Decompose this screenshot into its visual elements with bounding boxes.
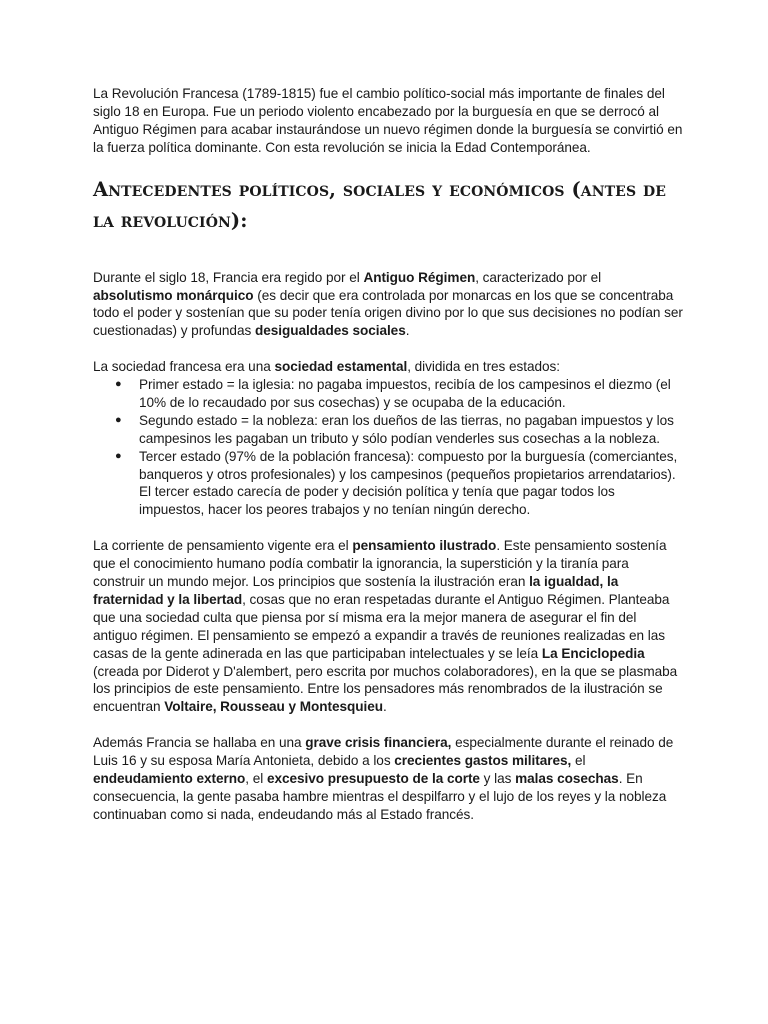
bold-run: pensamiento ilustrado bbox=[352, 538, 497, 554]
paragraph-ilustracion bbox=[93, 537, 683, 716]
text-run: , el bbox=[245, 770, 267, 786]
list-item bbox=[93, 376, 683, 412]
bold-run: Voltaire, Rousseau y Montesquieu bbox=[164, 699, 383, 715]
text-run: especialmente durante el reinado de Luis 16 y su esposa María Antonieta, debido a los bbox=[93, 735, 674, 769]
text-run: , caracterizado por el bbox=[475, 269, 602, 285]
text-run: y las bbox=[479, 770, 516, 786]
bullet-icon: ● bbox=[115, 413, 122, 426]
list-item-text: Primer estado = la iglesia: no pagaba impuestos, recibía de los campesinos el diezmo (el 10% de lo recaudado por sus cosechas) y se ocupaba de la educación. bbox=[139, 377, 671, 410]
estados-list bbox=[93, 376, 683, 519]
text-run: , dividida en tres estados: bbox=[407, 359, 561, 375]
bold-run: Antiguo Régimen bbox=[363, 269, 476, 285]
bold-run: crecientes gastos militares, bbox=[394, 753, 572, 769]
text-run: , cosas que no eran respetadas durante el Antiguo Régimen. Planteaba que una sociedad culta que piensa por sí misma era la mejor manera de asegurar el fin del antiguo régimen. El pensamiento se empezó a expandir a través de reuniones realizadas en las casas de la gente adinerada en las que participaban intelectuales y se leía bbox=[93, 591, 670, 661]
list-item bbox=[93, 412, 683, 448]
paragraph-crisis bbox=[93, 734, 683, 824]
bold-run: sociedad estamental bbox=[274, 359, 408, 375]
text-run: (creada por Diderot y D'alembert, pero escrita por muchos colaboradores), en la que se plasmaba los principios de este pensamiento. Entre los pensadores más renombrados de la ilustración se encuentran bbox=[93, 663, 678, 715]
document-page bbox=[93, 85, 683, 824]
bold-run: endeudamiento externo bbox=[93, 770, 246, 786]
list-item-text: Tercer estado (97% de la población francesa): compuesto por la burguesía (comerciantes, banqueros y otros profesionales) y los campesinos (pequeños propietarios arrendatarios). El tercer estado carecía de poder y decisión política y tenía que pagar todos los impuestos, hacer los peores trabajos y no tenían ningún derecho. bbox=[139, 448, 678, 518]
paragraph-antiguo-regimen bbox=[93, 269, 683, 341]
list-item-text: Segundo estado = la nobleza: eran los dueños de las tierras, no pagaban impuestos y los campesinos les pagaban un tributo y sólo podían venderles sus cosechas a la nobleza. bbox=[139, 412, 674, 446]
section-heading: Antecedentes políticos, sociales y económicos (antes de la revolución): bbox=[93, 177, 667, 232]
intro-paragraph: La Revolución Francesa (1789-1815) fue el cambio político-social más importante de finales del siglo 18 en Europa. Fue un periodo violento encabezado por la burguesía en que se derrocó al Antiguo Régimen para acabar instaurándose un nuevo régimen donde la burguesía se convirtió en la fuerza política dominante. Con esta revolución se inicia la Edad Contemporánea. bbox=[93, 86, 683, 155]
text-run: . bbox=[405, 323, 410, 339]
paragraph-sociedad bbox=[93, 358, 683, 376]
bold-run: absolutismo monárquico bbox=[93, 287, 254, 303]
list-item bbox=[93, 448, 683, 520]
text-run: . Este pensamiento sostenía que el conocimiento humano podía combatir la ignorancia, la superstición y la tiranía para construir un mundo mejor. Los principios que sostenía la ilustración eran bbox=[93, 538, 667, 589]
text-run: . En consecuencia, la gente pasaba hambre mientras el despilfarro y el lujo de los reyes y la nobleza continuaban como si nada, endeudando más al Estado francés. bbox=[93, 770, 667, 822]
bold-run: desigualdades sociales bbox=[254, 323, 406, 339]
text-run: el bbox=[571, 753, 586, 769]
text-run: (es decir que era controlada por monarcas en los que se concentraba todo el poder y sostenían que su poder tenía origen divino por lo que sus decisiones no podían ser cuestionadas) y profundas bbox=[93, 287, 683, 339]
bullet-icon: ● bbox=[115, 449, 122, 462]
bold-run: la igualdad, la fraternidad y la libertad bbox=[93, 574, 619, 607]
text-run: La corriente de pensamiento vigente era el bbox=[93, 538, 353, 554]
bold-run: grave crisis financiera, bbox=[305, 735, 452, 751]
bullet-icon: ● bbox=[115, 378, 122, 391]
bold-run: excesivo presupuesto de la corte bbox=[266, 770, 480, 786]
section-heading-wrap bbox=[93, 174, 683, 236]
bold-run: malas cosechas bbox=[515, 770, 619, 786]
text-run: La sociedad francesa era una bbox=[93, 359, 275, 375]
text-run: Además Francia se hallaba en una bbox=[93, 735, 306, 751]
text-run: Durante el siglo 18, Francia era regido por el bbox=[93, 269, 364, 285]
bold-run: La Enciclopedia bbox=[541, 645, 645, 661]
text-run: . bbox=[382, 699, 387, 715]
